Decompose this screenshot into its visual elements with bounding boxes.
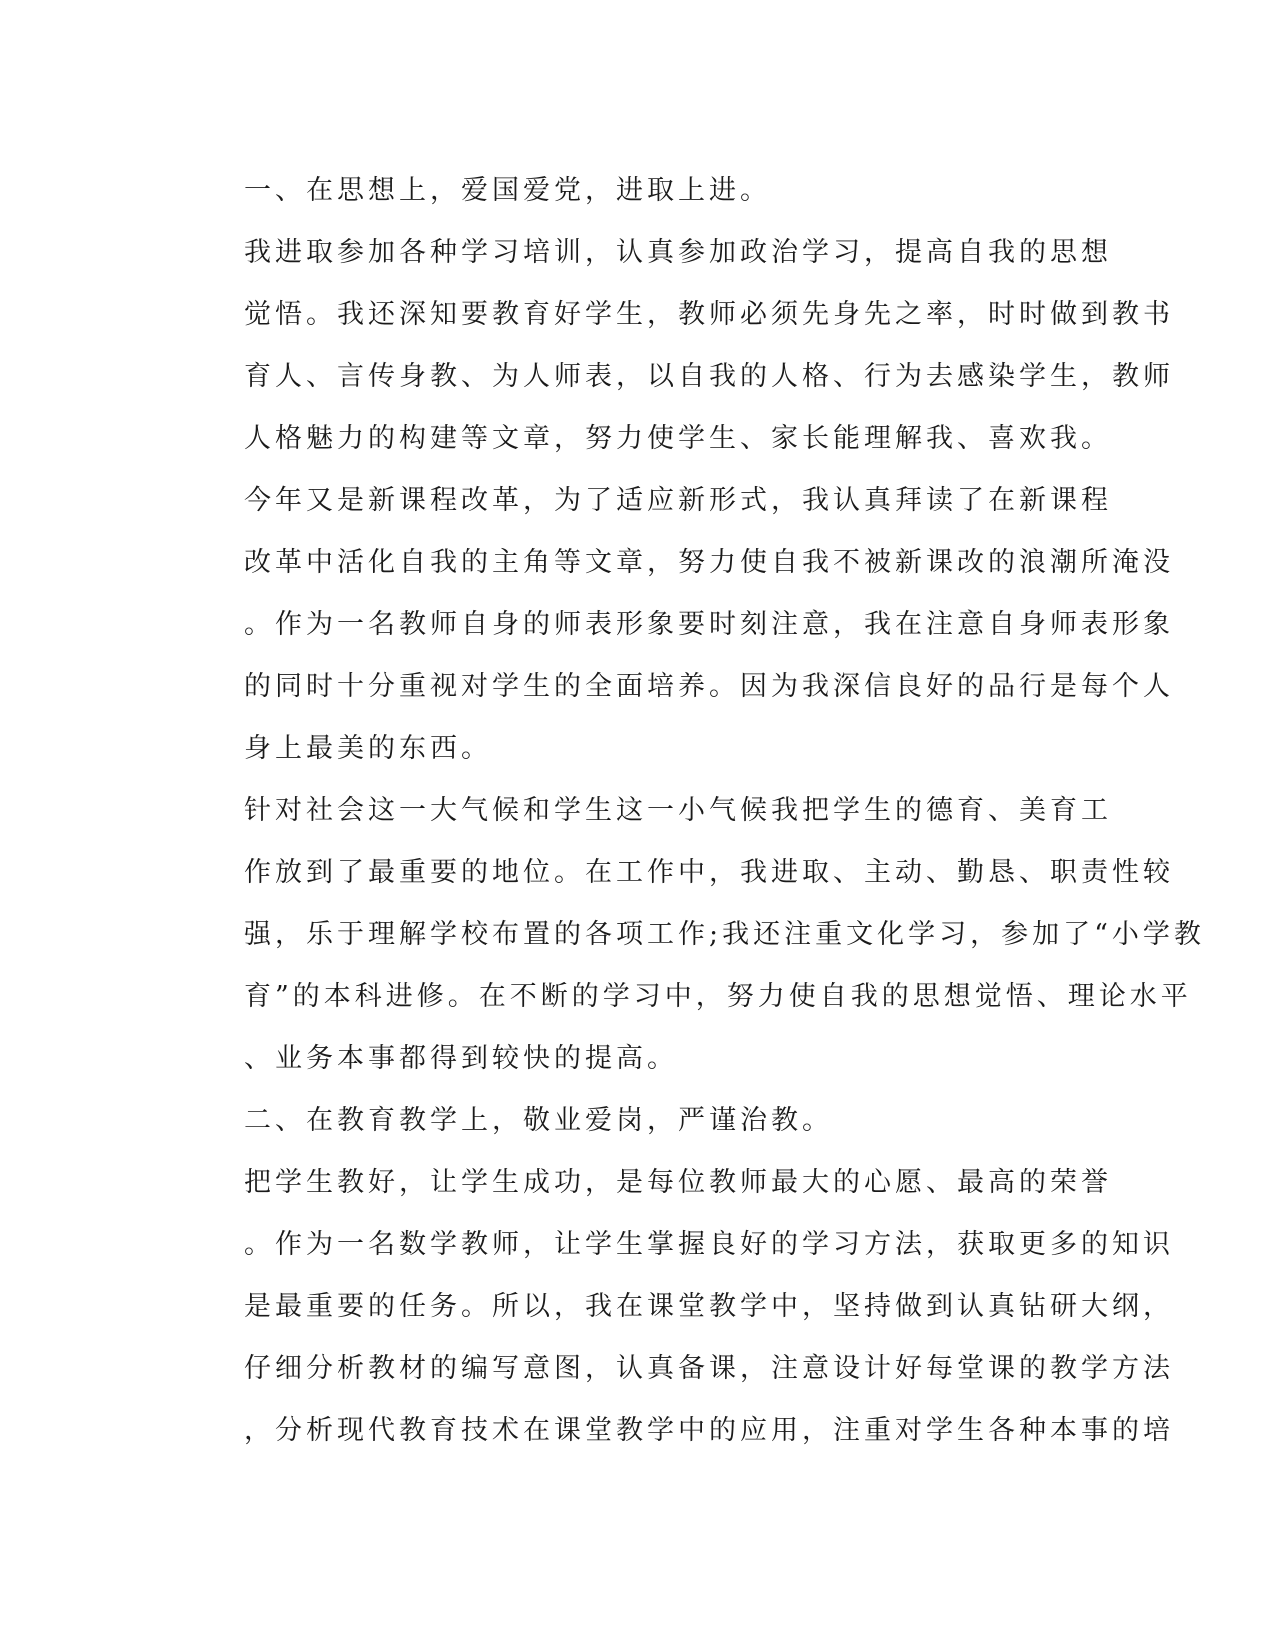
paragraph-section-heading-1 xyxy=(190,160,1090,222)
text-line: 今年又是新课程改革，为了适应新形式，我认真拜读了在新课程 xyxy=(244,485,1112,516)
paragraph-1 xyxy=(190,222,1174,470)
text-line: 一、在思想上，爱国爱党，进取上进。 xyxy=(244,175,771,206)
text-line: ，分析现代教育技术在课堂教学中的应用，注重对学生各种本事的培 xyxy=(244,1415,1174,1446)
text-line: 育”的本科进修。在不断的学习中，努力使自我的思想觉悟、理论水平 xyxy=(244,981,1192,1012)
paragraph-3 xyxy=(190,780,1205,1090)
text-line: 二、在教育教学上，敬业爱岗，严谨治教。 xyxy=(244,1105,833,1136)
text-line: 的同时十分重视对学生的全面培养。因为我深信良好的品行是每个人 xyxy=(244,671,1174,702)
text-line: 身上最美的东西。 xyxy=(244,733,492,764)
text-line: 针对社会这一大气候和学生这一小气候我把学生的德育、美育工 xyxy=(244,795,1112,826)
text-line: 作放到了最重要的地位。在工作中，我进取、主动、勤恳、职责性较 xyxy=(244,857,1174,888)
text-line: 。作为一名教师自身的师表形象要时刻注意，我在注意自身师表形象 xyxy=(244,609,1174,640)
text-line: 是最重要的任务。所以，我在课堂教学中，坚持做到认真钻研大纲， xyxy=(244,1291,1174,1322)
paragraph-section-heading-2 xyxy=(190,1090,1090,1152)
text-line: 育人、言传身教、为人师表，以自我的人格、行为去感染学生，教师 xyxy=(244,361,1174,392)
text-line: 仔细分析教材的编写意图，认真备课，注意设计好每堂课的教学方法 xyxy=(244,1353,1174,1384)
paragraph-4 xyxy=(190,1152,1174,1462)
document-body xyxy=(190,160,1205,1462)
text-line: 。作为一名数学教师，让学生掌握良好的学习方法，获取更多的知识 xyxy=(244,1229,1174,1260)
text-line: 我进取参加各种学习培训，认真参加政治学习，提高自我的思想 xyxy=(244,237,1112,268)
text-line: 强，乐于理解学校布置的各项工作;我还注重文化学习，参加了“小学教 xyxy=(244,919,1205,950)
paragraph-2 xyxy=(190,470,1174,780)
text-line: 、业务本事都得到较快的提高。 xyxy=(244,1043,678,1074)
text-line: 把学生教好，让学生成功，是每位教师最大的心愿、最高的荣誉 xyxy=(244,1167,1112,1198)
text-line: 改革中活化自我的主角等文章，努力使自我不被新课改的浪潮所淹没 xyxy=(244,547,1174,578)
text-line: 人格魅力的构建等文章，努力使学生、家长能理解我、喜欢我。 xyxy=(244,423,1112,454)
text-line: 觉悟。我还深知要教育好学生，教师必须先身先之率，时时做到教书 xyxy=(244,299,1174,330)
